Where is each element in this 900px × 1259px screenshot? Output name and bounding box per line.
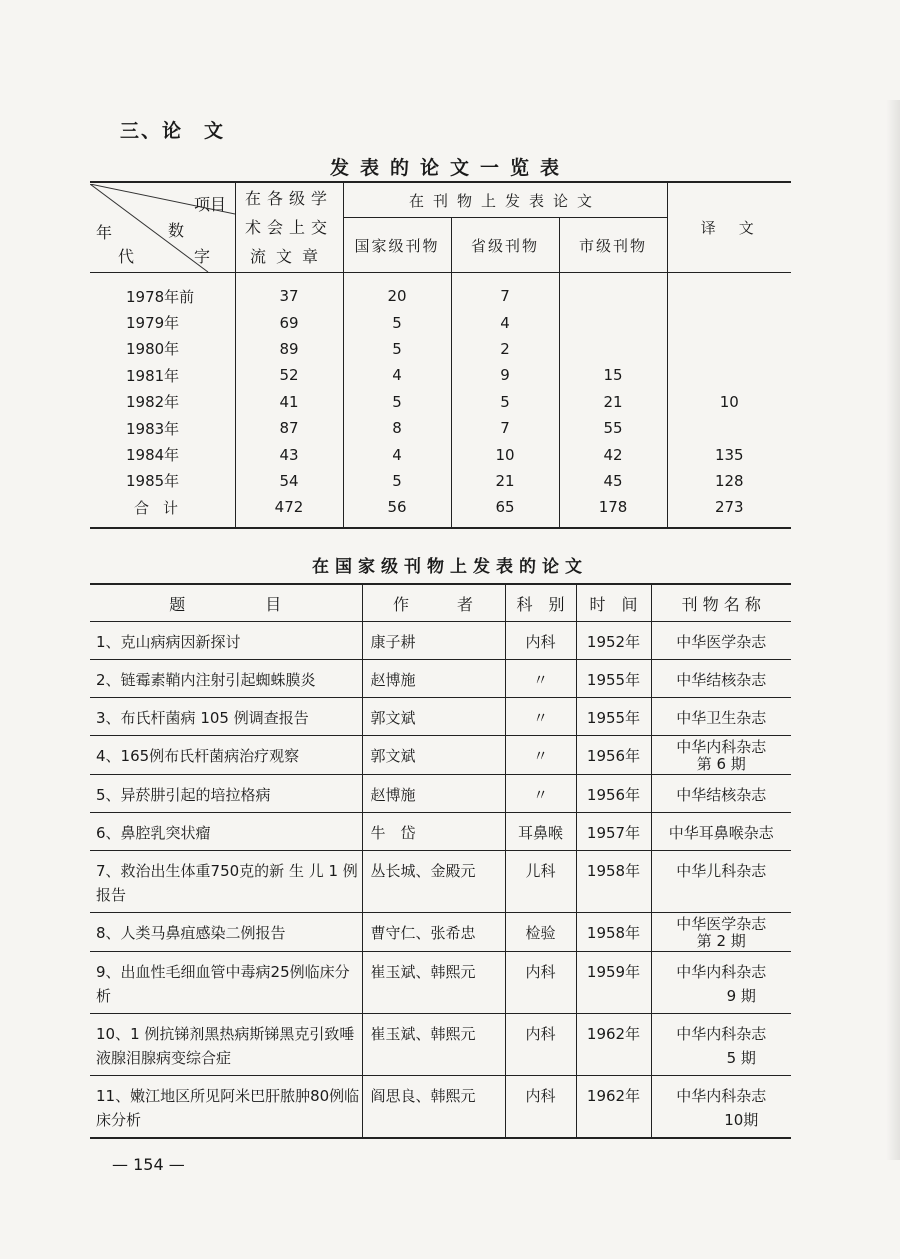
header-dept: 科 别 bbox=[505, 584, 576, 622]
paper-author: 赵博施 bbox=[362, 660, 505, 698]
conference-cell: 69 bbox=[235, 309, 343, 335]
diagonal-header-cell bbox=[90, 182, 235, 273]
paper-title: 布氏杆菌病 105 例调查报告 bbox=[120, 709, 309, 727]
city-cell bbox=[559, 309, 667, 335]
paper-dept: 儿科 bbox=[505, 851, 576, 913]
paper-journal-cell bbox=[651, 952, 791, 1014]
year-cell: 1979年 bbox=[90, 309, 235, 335]
translation-cell bbox=[667, 362, 791, 388]
national-cell: 5 bbox=[343, 389, 451, 415]
national-cell: 4 bbox=[343, 362, 451, 388]
paper-journal: 中华卫生杂志 bbox=[676, 709, 767, 727]
national-header: 国家级刊物 bbox=[343, 218, 451, 273]
paper-row bbox=[90, 851, 791, 913]
paper-journal-cell bbox=[651, 775, 791, 813]
summary-row bbox=[90, 494, 791, 527]
paper-title-cell bbox=[90, 622, 362, 660]
page-number: — 154 — bbox=[112, 1155, 185, 1174]
paper-journal-cell bbox=[651, 851, 791, 913]
year-cell: 1980年 bbox=[90, 336, 235, 362]
paper-title: 克山病病因新探讨 bbox=[120, 633, 241, 651]
provincial-cell: 7 bbox=[451, 415, 559, 441]
conference-cell: 52 bbox=[235, 362, 343, 388]
provincial-cell: 9 bbox=[451, 362, 559, 388]
summary-row bbox=[90, 309, 791, 335]
corner-label-item: 项目 bbox=[194, 194, 227, 214]
paper-title: 嫩江地区所见阿米巴肝脓肿80例临床分析 bbox=[96, 1087, 360, 1129]
paper-issue: 10期 bbox=[724, 1111, 759, 1129]
corner-label-char: 字 bbox=[194, 246, 211, 266]
summary-row bbox=[90, 415, 791, 441]
paper-journal: 中华儿科杂志 bbox=[676, 862, 767, 880]
papers-summary-table bbox=[90, 181, 791, 529]
table1-title: 发表的论文一览表 bbox=[329, 157, 570, 179]
paper-number: 2、 bbox=[96, 671, 121, 689]
paper-journal-cell bbox=[651, 913, 791, 952]
national-cell: 5 bbox=[343, 309, 451, 335]
paper-title: 1 例抗锑剂黑热病斯锑黑克引致唾液腺泪腺病变综合症 bbox=[96, 1025, 355, 1067]
city-header: 市级刊物 bbox=[559, 218, 667, 273]
paper-row bbox=[90, 775, 791, 813]
paper-journal-cell bbox=[651, 736, 791, 775]
paper-journal-cell bbox=[651, 813, 791, 851]
paper-row bbox=[90, 698, 791, 736]
conference-cell: 41 bbox=[235, 389, 343, 415]
paper-row bbox=[90, 736, 791, 775]
paper-dept: 内科 bbox=[505, 1014, 576, 1076]
paper-author: 康子耕 bbox=[362, 622, 505, 660]
paper-journal: 中华耳鼻喉杂志 bbox=[668, 824, 774, 842]
paper-issue: 第 6 期 bbox=[696, 755, 746, 773]
paper-journal-cell bbox=[651, 1014, 791, 1076]
paper-date: 1962年 bbox=[576, 1076, 651, 1138]
paper-date: 1956年 bbox=[576, 775, 651, 813]
header-author: 作 者 bbox=[362, 584, 505, 622]
paper-number: 4、 bbox=[96, 747, 121, 765]
provincial-cell: 4 bbox=[451, 309, 559, 335]
paper-title-cell bbox=[90, 1014, 362, 1076]
national-papers-table bbox=[90, 583, 791, 1139]
paper-title-cell bbox=[90, 813, 362, 851]
paper-title: 165例布氏杆菌病治疗观察 bbox=[120, 747, 300, 765]
paper-title: 救治出生体重750克的新 生 儿 1 例报告 bbox=[96, 862, 358, 904]
corner-label-count: 数 bbox=[168, 220, 185, 240]
paper-title: 链霉素鞘内注射引起蜘蛛膜炎 bbox=[120, 671, 316, 689]
journal-group-header: 在刊物上发表论文 bbox=[343, 182, 667, 218]
paper-number: 5、 bbox=[96, 786, 121, 804]
paper-title: 人类马鼻疽感染二例报告 bbox=[120, 924, 286, 942]
city-cell: 178 bbox=[559, 494, 667, 527]
paper-title-cell bbox=[90, 952, 362, 1014]
paper-issue: 9 期 bbox=[726, 987, 756, 1005]
paper-author: 赵博施 bbox=[362, 775, 505, 813]
summary-row bbox=[90, 336, 791, 362]
paper-row bbox=[90, 660, 791, 698]
paper-author: 阎思良、韩熙元 bbox=[362, 1076, 505, 1138]
provincial-cell: 2 bbox=[451, 336, 559, 362]
paper-number: 9、 bbox=[96, 963, 121, 981]
header-title: 题 目 bbox=[90, 584, 362, 622]
provincial-cell: 10 bbox=[451, 441, 559, 467]
conference-cell: 87 bbox=[235, 415, 343, 441]
paper-row bbox=[90, 622, 791, 660]
paper-title: 异菸肼引起的培拉格病 bbox=[120, 786, 271, 804]
conference-header-line: 术会上交 bbox=[244, 218, 333, 237]
city-cell bbox=[559, 273, 667, 310]
paper-number: 8、 bbox=[96, 924, 121, 942]
paper-author: 郭文斌 bbox=[362, 736, 505, 775]
paper-row bbox=[90, 913, 791, 952]
provincial-header: 省级刊物 bbox=[451, 218, 559, 273]
translation-cell bbox=[667, 309, 791, 335]
paper-number: 7、 bbox=[96, 862, 121, 880]
translation-cell: 135 bbox=[714, 445, 744, 464]
summary-row bbox=[90, 362, 791, 388]
paper-issue: 第 2 期 bbox=[696, 932, 746, 950]
paper-dept: 内科 bbox=[505, 622, 576, 660]
paper-journal-cell bbox=[651, 1076, 791, 1138]
paper-row bbox=[90, 1076, 791, 1138]
year-cell: 1984年 bbox=[90, 441, 235, 467]
paper-title-cell bbox=[90, 913, 362, 952]
paper-title-cell bbox=[90, 698, 362, 736]
paper-row bbox=[90, 952, 791, 1014]
translation-cell bbox=[667, 273, 791, 310]
paper-row bbox=[90, 1014, 791, 1076]
year-cell: 1982年 bbox=[90, 389, 235, 415]
national-cell: 56 bbox=[343, 494, 451, 527]
paper-row bbox=[90, 813, 791, 851]
paper-title: 出血性毛细血管中毒病25例临床分析 bbox=[96, 963, 350, 1005]
paper-journal-cell bbox=[651, 698, 791, 736]
paper-dept: 检验 bbox=[505, 913, 576, 952]
summary-row bbox=[90, 468, 791, 494]
city-cell: 45 bbox=[559, 468, 667, 494]
translation-header: 译 文 bbox=[667, 182, 791, 273]
paper-title-cell bbox=[90, 660, 362, 698]
paper-date: 1952年 bbox=[576, 622, 651, 660]
summary-row bbox=[90, 389, 791, 415]
conference-cell: 37 bbox=[235, 273, 343, 310]
conference-cell: 43 bbox=[235, 441, 343, 467]
paper-author: 崔玉斌、韩熙元 bbox=[362, 1014, 505, 1076]
paper-title: 鼻腔乳突状瘤 bbox=[120, 824, 211, 842]
national-cell: 20 bbox=[343, 273, 451, 310]
provincial-cell: 7 bbox=[451, 273, 559, 310]
scan-shadow bbox=[886, 100, 900, 1160]
paper-number: 6、 bbox=[96, 824, 121, 842]
conference-header bbox=[235, 182, 343, 273]
city-cell: 15 bbox=[559, 362, 667, 388]
paper-number: 1、 bbox=[96, 633, 121, 651]
national-cell: 5 bbox=[343, 468, 451, 494]
paper-author: 郭文斌 bbox=[362, 698, 505, 736]
paper-journal: 中华内科杂志 bbox=[676, 963, 767, 981]
paper-journal: 中华内科杂志 bbox=[676, 738, 767, 756]
national-cell: 8 bbox=[343, 415, 451, 441]
paper-date: 1955年 bbox=[576, 660, 651, 698]
header-journal: 刊 物 名 称 bbox=[651, 584, 791, 622]
paper-number: 11、 bbox=[96, 1087, 131, 1105]
paper-journal-cell bbox=[651, 660, 791, 698]
paper-date: 1958年 bbox=[576, 851, 651, 913]
provincial-cell: 65 bbox=[451, 494, 559, 527]
paper-dept: 〃 bbox=[505, 736, 576, 775]
header-date: 时 间 bbox=[576, 584, 651, 622]
translation-cell: 128 bbox=[714, 471, 744, 490]
section-heading: 三、论 文 bbox=[120, 120, 226, 142]
summary-row bbox=[90, 441, 791, 467]
city-cell: 55 bbox=[559, 415, 667, 441]
national-cell: 5 bbox=[343, 336, 451, 362]
conference-cell: 54 bbox=[235, 468, 343, 494]
paper-journal: 中华结核杂志 bbox=[676, 786, 767, 804]
corner-label-year: 年 bbox=[96, 222, 113, 242]
provincial-cell: 21 bbox=[451, 468, 559, 494]
translation-cell: 273 bbox=[667, 494, 791, 527]
city-cell bbox=[559, 336, 667, 362]
provincial-cell: 5 bbox=[451, 389, 559, 415]
city-cell: 42 bbox=[559, 441, 667, 467]
corner-label-era: 代 bbox=[118, 246, 135, 266]
paper-date: 1956年 bbox=[576, 736, 651, 775]
paper-journal: 中华结核杂志 bbox=[676, 671, 767, 689]
paper-number: 3、 bbox=[96, 709, 121, 727]
conference-cell: 472 bbox=[235, 494, 343, 527]
conference-cell: 89 bbox=[235, 336, 343, 362]
conference-header-line: 在各级学 bbox=[244, 189, 333, 208]
paper-author: 牛 岱 bbox=[362, 813, 505, 851]
paper-title-cell bbox=[90, 851, 362, 913]
paper-author: 丛长城、金殿元 bbox=[362, 851, 505, 913]
paper-date: 1959年 bbox=[576, 952, 651, 1014]
year-cell: 1981年 bbox=[90, 362, 235, 388]
paper-title-cell bbox=[90, 775, 362, 813]
translation-cell bbox=[667, 336, 791, 362]
table2-title: 在国家级刊物上发表的论文 bbox=[312, 557, 588, 577]
paper-date: 1958年 bbox=[576, 913, 651, 952]
summary-row bbox=[90, 273, 791, 310]
paper-dept: 〃 bbox=[505, 775, 576, 813]
year-cell: 合计 bbox=[90, 494, 235, 527]
paper-date: 1955年 bbox=[576, 698, 651, 736]
paper-journal: 中华医学杂志 bbox=[676, 915, 767, 933]
paper-dept: 耳鼻喉 bbox=[505, 813, 576, 851]
paper-title-cell bbox=[90, 736, 362, 775]
paper-journal-cell bbox=[651, 622, 791, 660]
year-cell: 1985年 bbox=[90, 468, 235, 494]
translation-cell: 10 bbox=[719, 392, 739, 411]
year-cell: 1983年 bbox=[90, 415, 235, 441]
paper-journal: 中华内科杂志 bbox=[676, 1087, 767, 1105]
paper-dept: 内科 bbox=[505, 1076, 576, 1138]
paper-number: 10、 bbox=[96, 1025, 131, 1043]
paper-journal: 中华内科杂志 bbox=[676, 1025, 767, 1043]
paper-date: 1957年 bbox=[576, 813, 651, 851]
paper-date: 1962年 bbox=[576, 1014, 651, 1076]
translation-cell bbox=[667, 415, 791, 441]
paper-title-cell bbox=[90, 1076, 362, 1138]
paper-issue: 5 期 bbox=[726, 1049, 756, 1067]
paper-dept: 内科 bbox=[505, 952, 576, 1014]
city-cell: 21 bbox=[559, 389, 667, 415]
conference-header-line: 流文章 bbox=[249, 247, 328, 266]
paper-author: 崔玉斌、韩熙元 bbox=[362, 952, 505, 1014]
paper-dept: 〃 bbox=[505, 660, 576, 698]
national-cell: 4 bbox=[343, 441, 451, 467]
paper-author: 曹守仁、张希忠 bbox=[362, 913, 505, 952]
paper-journal: 中华医学杂志 bbox=[676, 633, 767, 651]
paper-dept: 〃 bbox=[505, 698, 576, 736]
year-cell: 1978年前 bbox=[90, 273, 235, 310]
